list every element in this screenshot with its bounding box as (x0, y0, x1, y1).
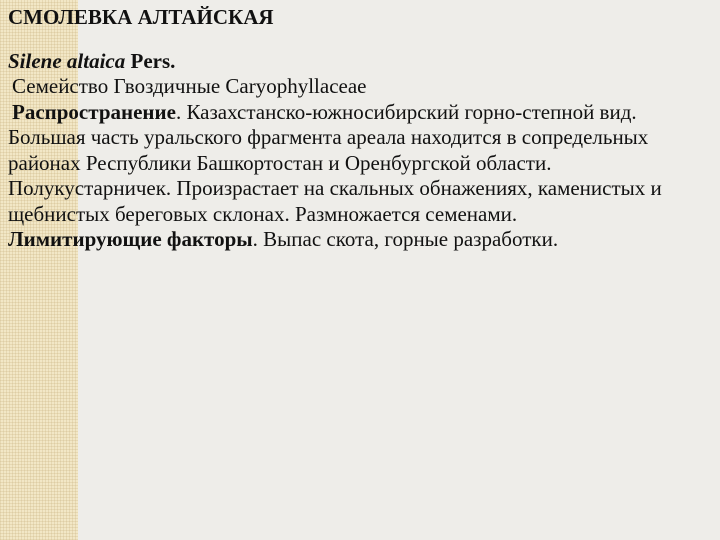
limiting-factors-label: Лимитирующие факторы (8, 227, 253, 251)
document-body (8, 5, 713, 253)
distribution-text: . Казахстанско-южносибирский горно-степной вид. (175, 99, 637, 124)
distribution-label: Распространение (12, 99, 176, 124)
latin-name: Silene altaica (8, 48, 126, 73)
distribution-paragraph (8, 100, 713, 126)
author-name: Pers. (130, 48, 176, 73)
limiting-factors-text: . Выпас скота, горные разработки. (252, 227, 559, 251)
page-title: СМОЛЕВКА АЛТАЙСКАЯ (8, 5, 274, 29)
range-paragraph: Большая часть уральского фрагмента ареала находится в сопредельных районах Республики Башкортостан и Оренбургской области. (8, 125, 649, 175)
species-name (8, 49, 713, 75)
family-line: Семейство Гвоздичные Caryophyllaceae (12, 74, 367, 98)
habitat-paragraph: Полукустарничек. Произрастает на скальных обнажениях, каменистых и щебнистых береговых склонах. Размножается семенами. (8, 176, 662, 226)
limiting-factors-paragraph (8, 227, 713, 253)
